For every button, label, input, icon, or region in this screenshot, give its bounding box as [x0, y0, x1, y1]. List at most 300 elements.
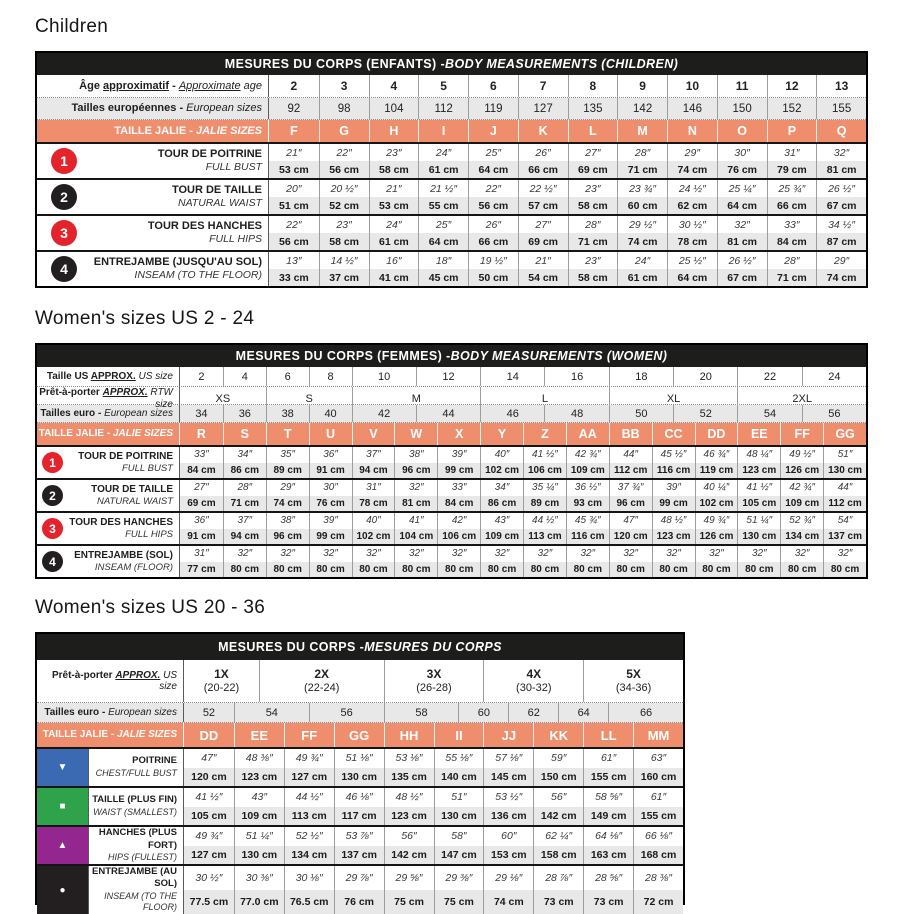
measurement-cell — [352, 480, 395, 511]
euro-size-value — [737, 405, 801, 422]
cell-value: 5 — [440, 79, 447, 93]
value-inches: 28 ⅝″ — [595, 872, 623, 885]
cell-value: JJ — [501, 727, 517, 743]
cell-value: XS — [215, 392, 231, 405]
measurement-cell — [418, 144, 468, 178]
jalie-size-value — [617, 120, 667, 142]
rtw-size-range: (34-36) — [615, 681, 652, 694]
measurement-cell — [767, 144, 817, 178]
cell-value: 2XL — [792, 392, 812, 405]
value-inches: 61″ — [600, 752, 617, 765]
value-cm: 71 cm — [224, 496, 266, 512]
value-inches: 43″ — [494, 515, 510, 527]
measurement-name-en: WAIST (SMALLEST) — [93, 806, 177, 817]
cell-value: 22 — [763, 370, 777, 383]
measurement-cell — [319, 144, 369, 178]
children-measurements-table — [35, 51, 868, 288]
value-inches: 32″ — [451, 548, 467, 560]
measurement-name-fr: ENTREJAMBE (AU SOL) — [92, 866, 177, 890]
measurement-name-fr: TOUR DE TAILLE — [171, 184, 262, 197]
measurement-cell — [480, 513, 523, 544]
row-number-badge — [51, 148, 77, 174]
measurement-cell — [319, 216, 369, 250]
us-size-value — [309, 367, 352, 386]
us-size-value — [180, 367, 223, 386]
euro-size-value — [369, 98, 419, 119]
value-cm: 163 cm — [584, 846, 633, 865]
jalie-size-value — [667, 120, 717, 142]
value-cm: 130 cm — [335, 768, 384, 787]
measurement-cell — [223, 546, 266, 577]
jalie-size-value — [468, 120, 518, 142]
row-label-text — [37, 707, 177, 719]
text-segment: Tailles européennes — [71, 102, 177, 115]
value-cm: 41 cm — [370, 269, 419, 286]
jalie-size-value — [418, 120, 468, 142]
measurement-label — [37, 447, 180, 478]
measurement-name — [77, 255, 268, 283]
value-inches: 29 ⅜″ — [445, 872, 473, 885]
us-size-value — [544, 367, 608, 386]
value-cm: 80 cm — [696, 562, 738, 578]
age-value — [767, 75, 817, 97]
text-segment: TAILLE JALIE - — [42, 729, 117, 741]
cell-value: 56 — [828, 407, 841, 420]
cell-value: 46 — [506, 407, 519, 420]
measurement-cell — [568, 144, 618, 178]
text-segment: US size — [135, 370, 173, 382]
value-inches: 23 ¾″ — [629, 182, 657, 195]
value-inches: 32″ — [709, 548, 724, 560]
value-inches: 43″ — [251, 791, 268, 804]
value-cm: 113 cm — [285, 807, 334, 826]
value-cm: 78 cm — [353, 496, 395, 512]
table-row — [37, 634, 683, 660]
value-cm: 91 cm — [180, 529, 223, 545]
measurement-cell — [434, 866, 484, 914]
measurement-name-fr: TOUR DES HANCHES — [147, 220, 262, 233]
text-segment: age — [240, 79, 262, 92]
rtw-size-value — [184, 660, 259, 702]
value-inches: 27″ — [585, 146, 601, 159]
value-cm: 96 cm — [610, 496, 652, 512]
value-inches: 23″ — [336, 218, 352, 231]
jalie-size-value — [437, 423, 480, 445]
value-inches: 48 ⅜″ — [245, 752, 273, 765]
table-row — [37, 825, 683, 864]
measurement-cell — [284, 749, 334, 786]
value-inches: 18″ — [435, 254, 452, 267]
jalie-size-value — [269, 120, 319, 142]
triangle-up-icon — [37, 827, 89, 864]
value-cm: 67 cm — [718, 269, 767, 286]
cell-value: F — [290, 124, 298, 138]
value-cm: 105 cm — [184, 807, 234, 826]
table-title — [37, 53, 866, 75]
value-inches: 32″ — [794, 548, 810, 560]
row-label-text — [37, 670, 177, 693]
measurement-cell — [394, 480, 437, 511]
measurement-label — [37, 216, 269, 250]
rtw-size-value — [583, 660, 683, 702]
text-segment: TAILLE JALIE - — [114, 124, 196, 137]
jalie-size-value — [780, 423, 823, 445]
value-inches: 32″ — [537, 548, 553, 560]
euro-size-value — [352, 405, 416, 422]
value-cm: 127 cm — [184, 846, 234, 865]
value-inches: 29″ — [833, 254, 850, 267]
measurement-cell — [617, 216, 667, 250]
value-inches: 29″ — [684, 146, 701, 159]
table-row — [37, 544, 866, 577]
value-cm: 149 cm — [584, 807, 633, 826]
measurement-cell — [583, 827, 633, 864]
jalie-size-value — [823, 423, 866, 445]
value-inches: 37″ — [237, 515, 253, 527]
row-label-text — [37, 371, 173, 383]
value-cm: 127 cm — [285, 768, 334, 787]
cell-value: 112 — [434, 102, 453, 115]
text-segment: Approximate — [178, 79, 241, 92]
value-inches: 32″ — [408, 482, 424, 494]
measurement-cell — [394, 447, 437, 478]
value-cm: 94 cm — [224, 529, 266, 545]
measurement-cell — [483, 749, 533, 786]
measurement-cell — [533, 749, 583, 786]
value-cm: 86 cm — [224, 463, 266, 479]
value-cm: 126 cm — [696, 529, 738, 545]
value-cm: 87 cm — [817, 233, 866, 250]
value-cm: 130 cm — [435, 807, 484, 826]
jalie-size-value — [633, 723, 683, 747]
row-number-badge — [51, 256, 77, 282]
value-cm: 79 cm — [768, 161, 817, 178]
value-cm: 130 cm — [738, 529, 780, 545]
measurement-cell — [309, 546, 352, 577]
row-label-text — [37, 729, 177, 741]
measurement-cell — [523, 546, 566, 577]
cell-value: T — [283, 427, 292, 441]
cell-value: AA — [578, 427, 597, 441]
value-cm: 158 cm — [534, 846, 583, 865]
cell-value: 10 — [685, 79, 700, 93]
value-cm: 86 cm — [481, 496, 523, 512]
cell-value: S — [240, 427, 249, 441]
value-cm: 130 cm — [824, 463, 866, 479]
value-cm: 112 cm — [610, 463, 652, 479]
value-inches: 44 ½″ — [532, 515, 558, 527]
euro-size-value — [184, 703, 234, 722]
measurement-cell — [384, 866, 434, 914]
value-cm: 117 cm — [335, 807, 384, 826]
value-inches: 40 ¼″ — [703, 482, 730, 494]
euro-size-value — [458, 703, 508, 722]
cell-value: 2 — [198, 370, 205, 383]
us-size-value — [223, 367, 266, 386]
measurement-cell — [667, 216, 717, 250]
measurement-cell — [384, 788, 434, 825]
measurement-name — [63, 483, 179, 508]
cell-value: S — [305, 392, 313, 405]
cell-value: 3 — [340, 79, 348, 93]
measurement-cell — [184, 866, 234, 914]
value-inches: 32″ — [666, 548, 681, 560]
row-number: 3 — [60, 225, 68, 241]
icon-glyph: ● — [59, 884, 66, 896]
cell-value: KK — [549, 727, 569, 743]
measurement-cell — [266, 546, 309, 577]
cell-value: 52 — [202, 706, 216, 719]
text-segment: - — [99, 706, 109, 718]
cell-value: O — [737, 124, 747, 138]
value-inches: 51″ — [451, 791, 467, 804]
value-cm: 123 cm — [653, 529, 695, 545]
value-inches: 39″ — [666, 482, 681, 494]
table-row — [37, 367, 866, 387]
text-segment: European sizes — [104, 407, 173, 419]
measurement-cell — [717, 180, 767, 214]
measurement-cell — [437, 447, 480, 478]
table-row — [37, 660, 683, 703]
table-row — [37, 75, 866, 98]
measurement-cell — [269, 216, 319, 250]
measurement-cell — [319, 252, 369, 286]
euro-size-value — [609, 405, 673, 422]
age-value — [468, 75, 518, 97]
cell-value: M — [411, 392, 421, 405]
value-cm: 80 cm — [738, 562, 780, 578]
measurement-cell — [566, 513, 609, 544]
value-inches: 40″ — [366, 515, 381, 527]
cell-value: P — [787, 124, 797, 138]
value-inches: 25″ — [435, 218, 452, 231]
value-inches: 56″ — [551, 791, 567, 804]
value-cm: 45 cm — [419, 269, 468, 286]
measurement-cell — [816, 252, 866, 286]
measurement-cell — [523, 480, 566, 511]
value-inches: 42″ — [451, 515, 467, 527]
measurement-cell — [767, 252, 817, 286]
jalie-size-value — [533, 723, 583, 747]
value-inches: 20″ — [286, 182, 302, 195]
cell-value: 60 — [477, 706, 491, 719]
measurement-cell — [583, 866, 633, 914]
cell-value: R — [196, 427, 206, 441]
value-cm: 126 cm — [781, 463, 823, 479]
value-cm: 137 cm — [824, 529, 866, 545]
rtw-size-value — [483, 660, 583, 702]
value-inches: 45 ¾″ — [574, 515, 601, 527]
measurement-cell — [269, 252, 319, 286]
value-cm: 69 cm — [519, 233, 568, 250]
value-inches: 33″ — [194, 449, 209, 461]
value-inches: 37″ — [366, 449, 381, 461]
value-cm: 153 cm — [484, 846, 533, 865]
value-cm: 80 cm — [653, 562, 695, 578]
cell-value: 50 — [635, 407, 648, 420]
value-inches: 38″ — [408, 449, 424, 461]
us-size-value — [352, 367, 416, 386]
value-inches: 28″ — [585, 218, 601, 231]
text-segment: European sizes — [108, 706, 177, 718]
measurement-cell — [568, 180, 618, 214]
cell-value: K — [538, 124, 548, 138]
euro-size-value — [269, 98, 319, 119]
rtw-size-range: (26-28) — [416, 681, 452, 694]
cell-value: 4 — [390, 79, 398, 93]
value-inches: 24 ½″ — [678, 182, 706, 195]
jalie-size-value — [266, 423, 309, 445]
jalie-size-value — [369, 120, 419, 142]
row-label-text — [37, 80, 262, 93]
value-cm: 106 cm — [438, 529, 480, 545]
value-cm: 54 cm — [519, 269, 568, 286]
value-inches: 34″ — [237, 449, 253, 461]
cell-value: II — [455, 727, 463, 743]
value-cm: 77.0 cm — [235, 890, 284, 914]
value-cm: 72 cm — [634, 890, 683, 914]
value-cm: 37 cm — [320, 269, 369, 286]
measurement-name-fr: TOUR DE POITRINE — [157, 148, 262, 161]
measurement-cell — [284, 827, 334, 864]
value-inches: 14 ½″ — [330, 254, 358, 267]
value-inches: 31″ — [194, 548, 209, 560]
measurement-cell — [468, 144, 518, 178]
measurement-cell — [566, 480, 609, 511]
measurement-cell — [823, 513, 866, 544]
value-inches: 32″ — [580, 548, 596, 560]
value-inches: 25″ — [485, 146, 502, 159]
measurement-cell — [184, 749, 234, 786]
row-number: 3 — [49, 521, 56, 536]
euro-size-value — [802, 405, 866, 422]
value-inches: 23″ — [585, 182, 601, 195]
value-cm: 120 cm — [610, 529, 652, 545]
cell-value: 42 — [378, 407, 391, 420]
cell-value: 34 — [195, 407, 208, 420]
value-cm: 55 cm — [419, 197, 468, 214]
value-inches: 25 ¼″ — [728, 182, 756, 195]
value-inches: 26 ½″ — [728, 254, 756, 267]
euro-size-value — [673, 405, 737, 422]
measurement-name — [63, 549, 179, 574]
value-inches: 41 ½″ — [532, 449, 558, 461]
measurement-name-en: NATURAL WAIST — [177, 197, 262, 210]
value-inches: 24″ — [386, 218, 402, 231]
row-number: 1 — [49, 455, 56, 470]
measurement-cell — [369, 180, 419, 214]
cell-value: 119 — [484, 102, 503, 115]
value-inches: 64 ⅛″ — [595, 830, 623, 843]
row-label — [37, 723, 184, 747]
cell-value: 18 — [635, 370, 648, 383]
value-inches: 51 ¼″ — [746, 515, 773, 527]
cell-value: 92 — [287, 102, 301, 115]
value-cm: 113 cm — [524, 529, 566, 545]
table-title — [37, 345, 866, 367]
text-segment: European sizes — [186, 102, 262, 115]
value-inches: 62 ¼″ — [545, 830, 573, 843]
value-inches: 32″ — [833, 146, 850, 159]
measurement-cell — [418, 180, 468, 214]
value-inches: 29″ — [280, 482, 296, 494]
row-number-badge — [51, 220, 77, 246]
cell-value: XL — [666, 392, 681, 405]
us-size-value — [802, 367, 866, 386]
measurement-cell — [437, 480, 480, 511]
value-inches: 53 ⅛″ — [395, 752, 423, 765]
cell-value: 142 — [633, 102, 653, 115]
value-cm: 104 cm — [395, 529, 437, 545]
value-inches: 37 ¾″ — [617, 482, 644, 494]
euro-size-value — [558, 703, 608, 722]
cell-value: 6 — [490, 79, 497, 93]
value-inches: 46 ⅛″ — [345, 791, 373, 804]
table-row — [37, 405, 866, 423]
euro-size-value — [617, 98, 667, 119]
cell-value: 48 — [570, 407, 584, 420]
text-segment: MESURES DU CORPS - — [218, 640, 365, 654]
value-cm: 62 cm — [668, 197, 717, 214]
row-number-badge — [42, 485, 63, 506]
euro-size-value — [468, 98, 518, 119]
value-cm: 58 cm — [320, 233, 369, 250]
cell-value: 64 — [577, 706, 590, 719]
text-segment: APPROX. — [115, 669, 161, 681]
value-inches: 28″ — [237, 482, 253, 494]
measurement-cell — [816, 216, 866, 250]
measurement-cell — [394, 546, 437, 577]
us-size-value — [480, 367, 544, 386]
measurement-name — [89, 827, 183, 863]
value-cm: 71 cm — [569, 233, 618, 250]
row-label — [37, 405, 180, 422]
cell-value: 54 — [265, 706, 278, 719]
text-segment: US size — [159, 669, 177, 692]
row-label-text — [37, 125, 262, 138]
measurement-cell — [823, 546, 866, 577]
measurement-cell — [667, 144, 717, 178]
value-cm: 76 cm — [310, 496, 352, 512]
value-cm: 147 cm — [435, 846, 484, 865]
measurement-cell — [566, 447, 609, 478]
jalie-size-value — [583, 723, 633, 747]
value-cm: 109 cm — [235, 807, 284, 826]
measurement-cell — [816, 180, 866, 214]
value-inches: 63″ — [650, 752, 667, 765]
cell-value: 104 — [384, 102, 404, 115]
measurement-cell — [369, 216, 419, 250]
value-cm: 56 cm — [269, 233, 319, 250]
row-label — [37, 120, 269, 142]
jalie-size-value — [394, 423, 437, 445]
table-row — [37, 214, 866, 250]
measurement-cell — [180, 447, 223, 478]
cell-value: CC — [664, 427, 683, 441]
jalie-size-value — [518, 120, 568, 142]
cell-value: GG — [835, 427, 855, 441]
measurement-cell — [717, 144, 767, 178]
measurement-cell — [617, 144, 667, 178]
value-cm: 109 cm — [567, 463, 609, 479]
measurement-label — [37, 144, 269, 178]
measurement-label — [37, 546, 180, 577]
value-cm: 119 cm — [696, 463, 738, 479]
row-number: 2 — [60, 189, 68, 205]
jalie-size-value — [717, 120, 767, 142]
value-inches: 24″ — [435, 146, 452, 159]
row-number: 4 — [60, 261, 68, 277]
